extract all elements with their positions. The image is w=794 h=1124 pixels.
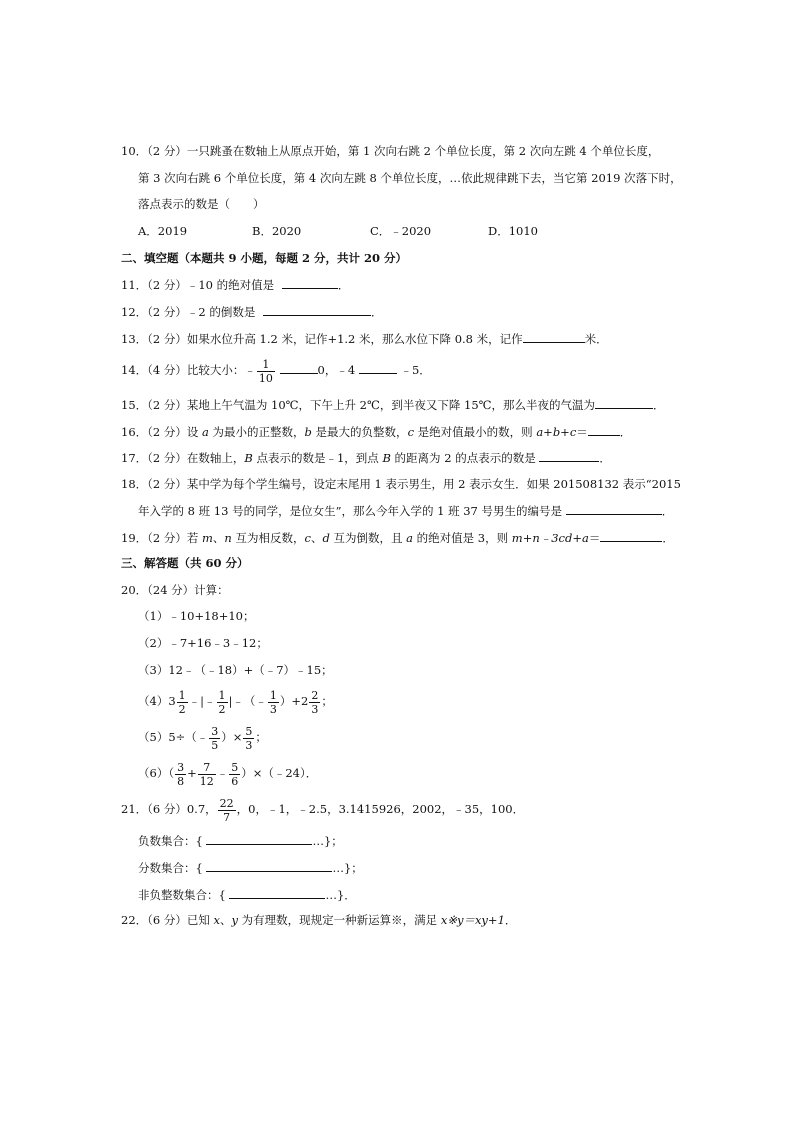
q20-s6-frac1-num: 3 (177, 760, 185, 774)
q20-title: 20．（24 分）计算： (121, 583, 229, 597)
q19-p5: 互为倒数，且 (329, 531, 407, 545)
q19-p3: 互为相反数， (231, 531, 305, 545)
q11 (121, 276, 349, 293)
q14-frac-num: 1 (257, 358, 275, 372)
q16-var-b: b (304, 425, 312, 439)
q20-s6-frac2 (198, 761, 216, 788)
q20-s5-frac1 (209, 725, 220, 752)
q19-p4: 、 (310, 531, 323, 545)
q20-s6-m2: ﹣ (216, 766, 229, 780)
q20-sub1: （1）﹣10+18+10； (138, 609, 255, 623)
q16-p4: 是绝对值最小的数，则 (414, 425, 537, 439)
q14-pre: 14．（4 分）比较大小：﹣ (121, 363, 256, 377)
q20-s5-m1: ）× (221, 730, 243, 744)
q21-set3-end: …}． (325, 888, 356, 902)
q19-var-a: a (406, 531, 413, 545)
q19-var-c: c (304, 531, 311, 545)
q20-s5-frac2-den: 3 (245, 738, 253, 752)
q18-line2 (138, 502, 673, 519)
q10-line2: 第 3 次向右跳 6 个单位长度，第 4 次向左跳 8 个单位长度，…依此规律跳下去，当它第 2019 次落下时， (138, 171, 682, 185)
q16-answer-blank[interactable] (588, 423, 620, 436)
q16 (121, 423, 631, 440)
q20-sub5 (138, 722, 267, 752)
q19-var-n: n (224, 531, 232, 545)
q18-answer-blank[interactable] (566, 502, 662, 515)
q16-expr: a+b+c (536, 425, 577, 439)
q20-s6-frac2-num: 7 (198, 761, 216, 775)
q20-s6-frac3-num: 5 (231, 760, 239, 774)
q20-s4-frac3 (268, 689, 279, 716)
q20-s4-end: ； (321, 694, 333, 708)
q16-end: ． (619, 425, 632, 439)
q20-s5-frac1-den: 5 (211, 738, 219, 752)
q10-line3: 落点表示的数是（ ） (138, 197, 265, 211)
q21-set1-label: 负数集合：{ (138, 834, 203, 848)
q20-s4-frac2 (217, 689, 228, 716)
q20-s4-m3: ）+2 (279, 694, 309, 708)
q20-s5-end: ； (255, 730, 267, 744)
q20-s4-frac1-num: 1 (178, 688, 186, 702)
q19 (121, 529, 674, 546)
q21-frac-den: 7 (223, 810, 231, 824)
q14-end: ﹣5． (400, 363, 431, 377)
q18-line2-text: 年入学的 8 班 13 号的同学，是位女生”，那么今年入学的 1 班 37 号男生的编号是 (138, 504, 563, 518)
q20-s4-frac3-den: 3 (269, 702, 277, 716)
q12 (121, 303, 382, 320)
q16-p3: 是最大的负整数， (311, 425, 408, 439)
q20-s4-frac3-num: 1 (269, 688, 277, 702)
q15-end: ． (653, 398, 665, 412)
q14-fraction (257, 358, 275, 385)
q16-var-a: a (202, 425, 209, 439)
q16-var-c: c (407, 425, 415, 439)
q11-text: 11．（2 分）﹣10 的绝对值是 (121, 278, 275, 292)
q17-var-b1: B (244, 451, 253, 465)
q20-sub2: （2）﹣7+16﹣3﹣12； (138, 636, 268, 650)
q21 (121, 794, 524, 824)
q19-p1: 19．（2 分）若 (121, 531, 203, 545)
section3-title: 三、解答题（共 60 分） (121, 556, 249, 570)
q16-p2: 为最小的正整数， (208, 425, 305, 439)
q20-s4-frac4-num: 2 (311, 688, 319, 702)
q20-s4-frac1 (177, 689, 188, 716)
q20-s4-m1: ﹣|﹣ (188, 694, 216, 708)
q19-p7: ＝ (588, 531, 601, 545)
q17-end: ． (599, 451, 611, 465)
q22-p1: 22．（6 分）已知 (121, 913, 214, 927)
q17-var-b2: B (382, 451, 391, 465)
q22-p3: 为有理数，现规定一种新运算※，满足 (238, 913, 441, 927)
q21-frac-num: 22 (219, 796, 234, 810)
q15 (121, 396, 665, 413)
q11-end: ． (337, 278, 350, 292)
section2-title: 二、填空题（本题共 9 小题，每题 2 分，共计 20 分） (121, 251, 408, 265)
q10-option-b: B．2020 (252, 224, 302, 238)
q13-text: 13．（2 分）如果水位升高 1.2 米，记作+1.2 米，那么水位下降 0.8 米，记作 (121, 332, 523, 346)
q20-s5-frac2 (243, 725, 254, 752)
q20-s6-frac3 (229, 761, 240, 788)
q10-option-d: D．1010 (488, 224, 538, 238)
q10-option-a: A．2019 (138, 224, 188, 238)
q13-answer-blank[interactable] (523, 330, 585, 343)
q21-set2-blank[interactable] (206, 859, 332, 872)
q20-s4-frac2-den: 2 (218, 702, 226, 716)
q20-s5-frac2-num: 5 (245, 724, 253, 738)
q17 (121, 449, 611, 466)
q20-s4-frac4 (309, 689, 320, 716)
q21-set3-label: 非负整数集合：{ (138, 888, 226, 902)
q20-sub4 (138, 686, 333, 716)
q22-var-x: x (213, 913, 221, 927)
q19-p2: 、 (212, 531, 225, 545)
q10-line1: 10．（2 分）一只跳蚤在数轴上从原点开始，第 1 次向右跳 2 个单位长度，第 2 次向左跳 4 个单位长度， (121, 144, 660, 158)
q21-post: ，0，﹣1，﹣2.5，3.1415926，2002，﹣35，100． (236, 802, 525, 816)
q20-s6-pre: （6）（ (138, 766, 175, 780)
q15-text: 15．（2 分）某地上午气温为 10℃，下午上升 2℃，到半夜又下降 15℃，那么半夜的气温为 (121, 398, 595, 412)
q21-set2-end: …}； (332, 861, 363, 875)
q20-s6-frac1 (175, 761, 186, 788)
q20-s4-pre: （4）3 (138, 694, 176, 708)
q19-end: ． (662, 531, 674, 545)
q20-s6-frac1-den: 8 (177, 774, 185, 788)
q22-p2: 、 (220, 913, 232, 927)
q21-set3-blank[interactable] (229, 886, 325, 899)
q22-expr: x※y＝xy+1 (440, 913, 505, 927)
q12-text: 12．（2 分）﹣2 的倒数是 (121, 305, 256, 319)
q21-set2-label: 分数集合：{ (138, 861, 203, 875)
q22-var-y: y (231, 913, 239, 927)
q20-sub6 (138, 758, 317, 788)
q12-end: ． (370, 305, 383, 319)
q18-end: ． (661, 504, 674, 518)
q17-p3: 的距离为 2 的点表示的数是 (390, 451, 536, 465)
q17-p2: 点表示的数是﹣1，到点 (252, 451, 383, 465)
q17-p1: 17．（2 分）在数轴上， (121, 451, 245, 465)
q20-s4-frac2-num: 1 (218, 688, 226, 702)
q20-s4-m2: |﹣（﹣ (228, 694, 267, 708)
q15-answer-blank[interactable] (595, 396, 653, 409)
q22-end: ． (504, 913, 517, 927)
q14-frac-den: 10 (258, 371, 273, 385)
q20-s5-frac1-num: 3 (211, 724, 219, 738)
q14-answer-blank-1[interactable] (280, 361, 318, 374)
q21-set1-blank[interactable] (206, 832, 312, 845)
q13-end: 米． (584, 332, 608, 346)
q19-answer-blank[interactable] (600, 529, 662, 542)
q21-fraction (218, 797, 236, 824)
q21-set-fraction (138, 859, 363, 876)
q20-s4-frac1-den: 2 (178, 702, 186, 716)
q22 (121, 912, 516, 928)
q21-set1-end: …}； (312, 834, 343, 848)
q20-s6-m1: + (187, 766, 197, 780)
q16-p5: ＝ (576, 425, 588, 439)
q10-option-c: C．﹣2020 (370, 224, 432, 238)
q20-s5-pre: （5）5÷（﹣ (138, 730, 209, 744)
q16-p1: 16．（2 分）设 (121, 425, 203, 439)
q13 (121, 330, 608, 347)
q14 (121, 355, 431, 385)
q20-sub3: （3）12﹣（﹣18）+（﹣7）﹣15； (138, 663, 333, 677)
q20-s6-frac3-den: 6 (231, 774, 239, 788)
q14-mid: 0，﹣4 (317, 363, 356, 377)
q19-var-m: m (202, 531, 213, 545)
q19-expr: m+n﹣3cd+a (511, 531, 589, 545)
q21-set-negative (138, 832, 343, 849)
q20-s6-end: ）×（﹣24）． (241, 766, 318, 780)
q20-s6-frac2-den: 12 (199, 774, 214, 788)
q21-pre: 21．（6 分）0.7， (121, 802, 217, 816)
q19-var-d: d (322, 531, 330, 545)
q14-answer-blank-2[interactable] (359, 361, 397, 374)
q19-p6: 的绝对值是 3，则 (413, 531, 512, 545)
q20-s4-frac4-den: 3 (311, 702, 319, 716)
q18-line1: 18．（2 分）某中学为每个学生编号，设定末尾用 1 表示男生，用 2 表示女生．如果 201508132 表示“2015 (121, 477, 681, 491)
q17-answer-blank[interactable] (539, 449, 599, 462)
q21-set-nonneg-int (138, 886, 356, 903)
q11-answer-blank[interactable] (282, 276, 338, 289)
q12-answer-blank[interactable] (263, 303, 371, 316)
